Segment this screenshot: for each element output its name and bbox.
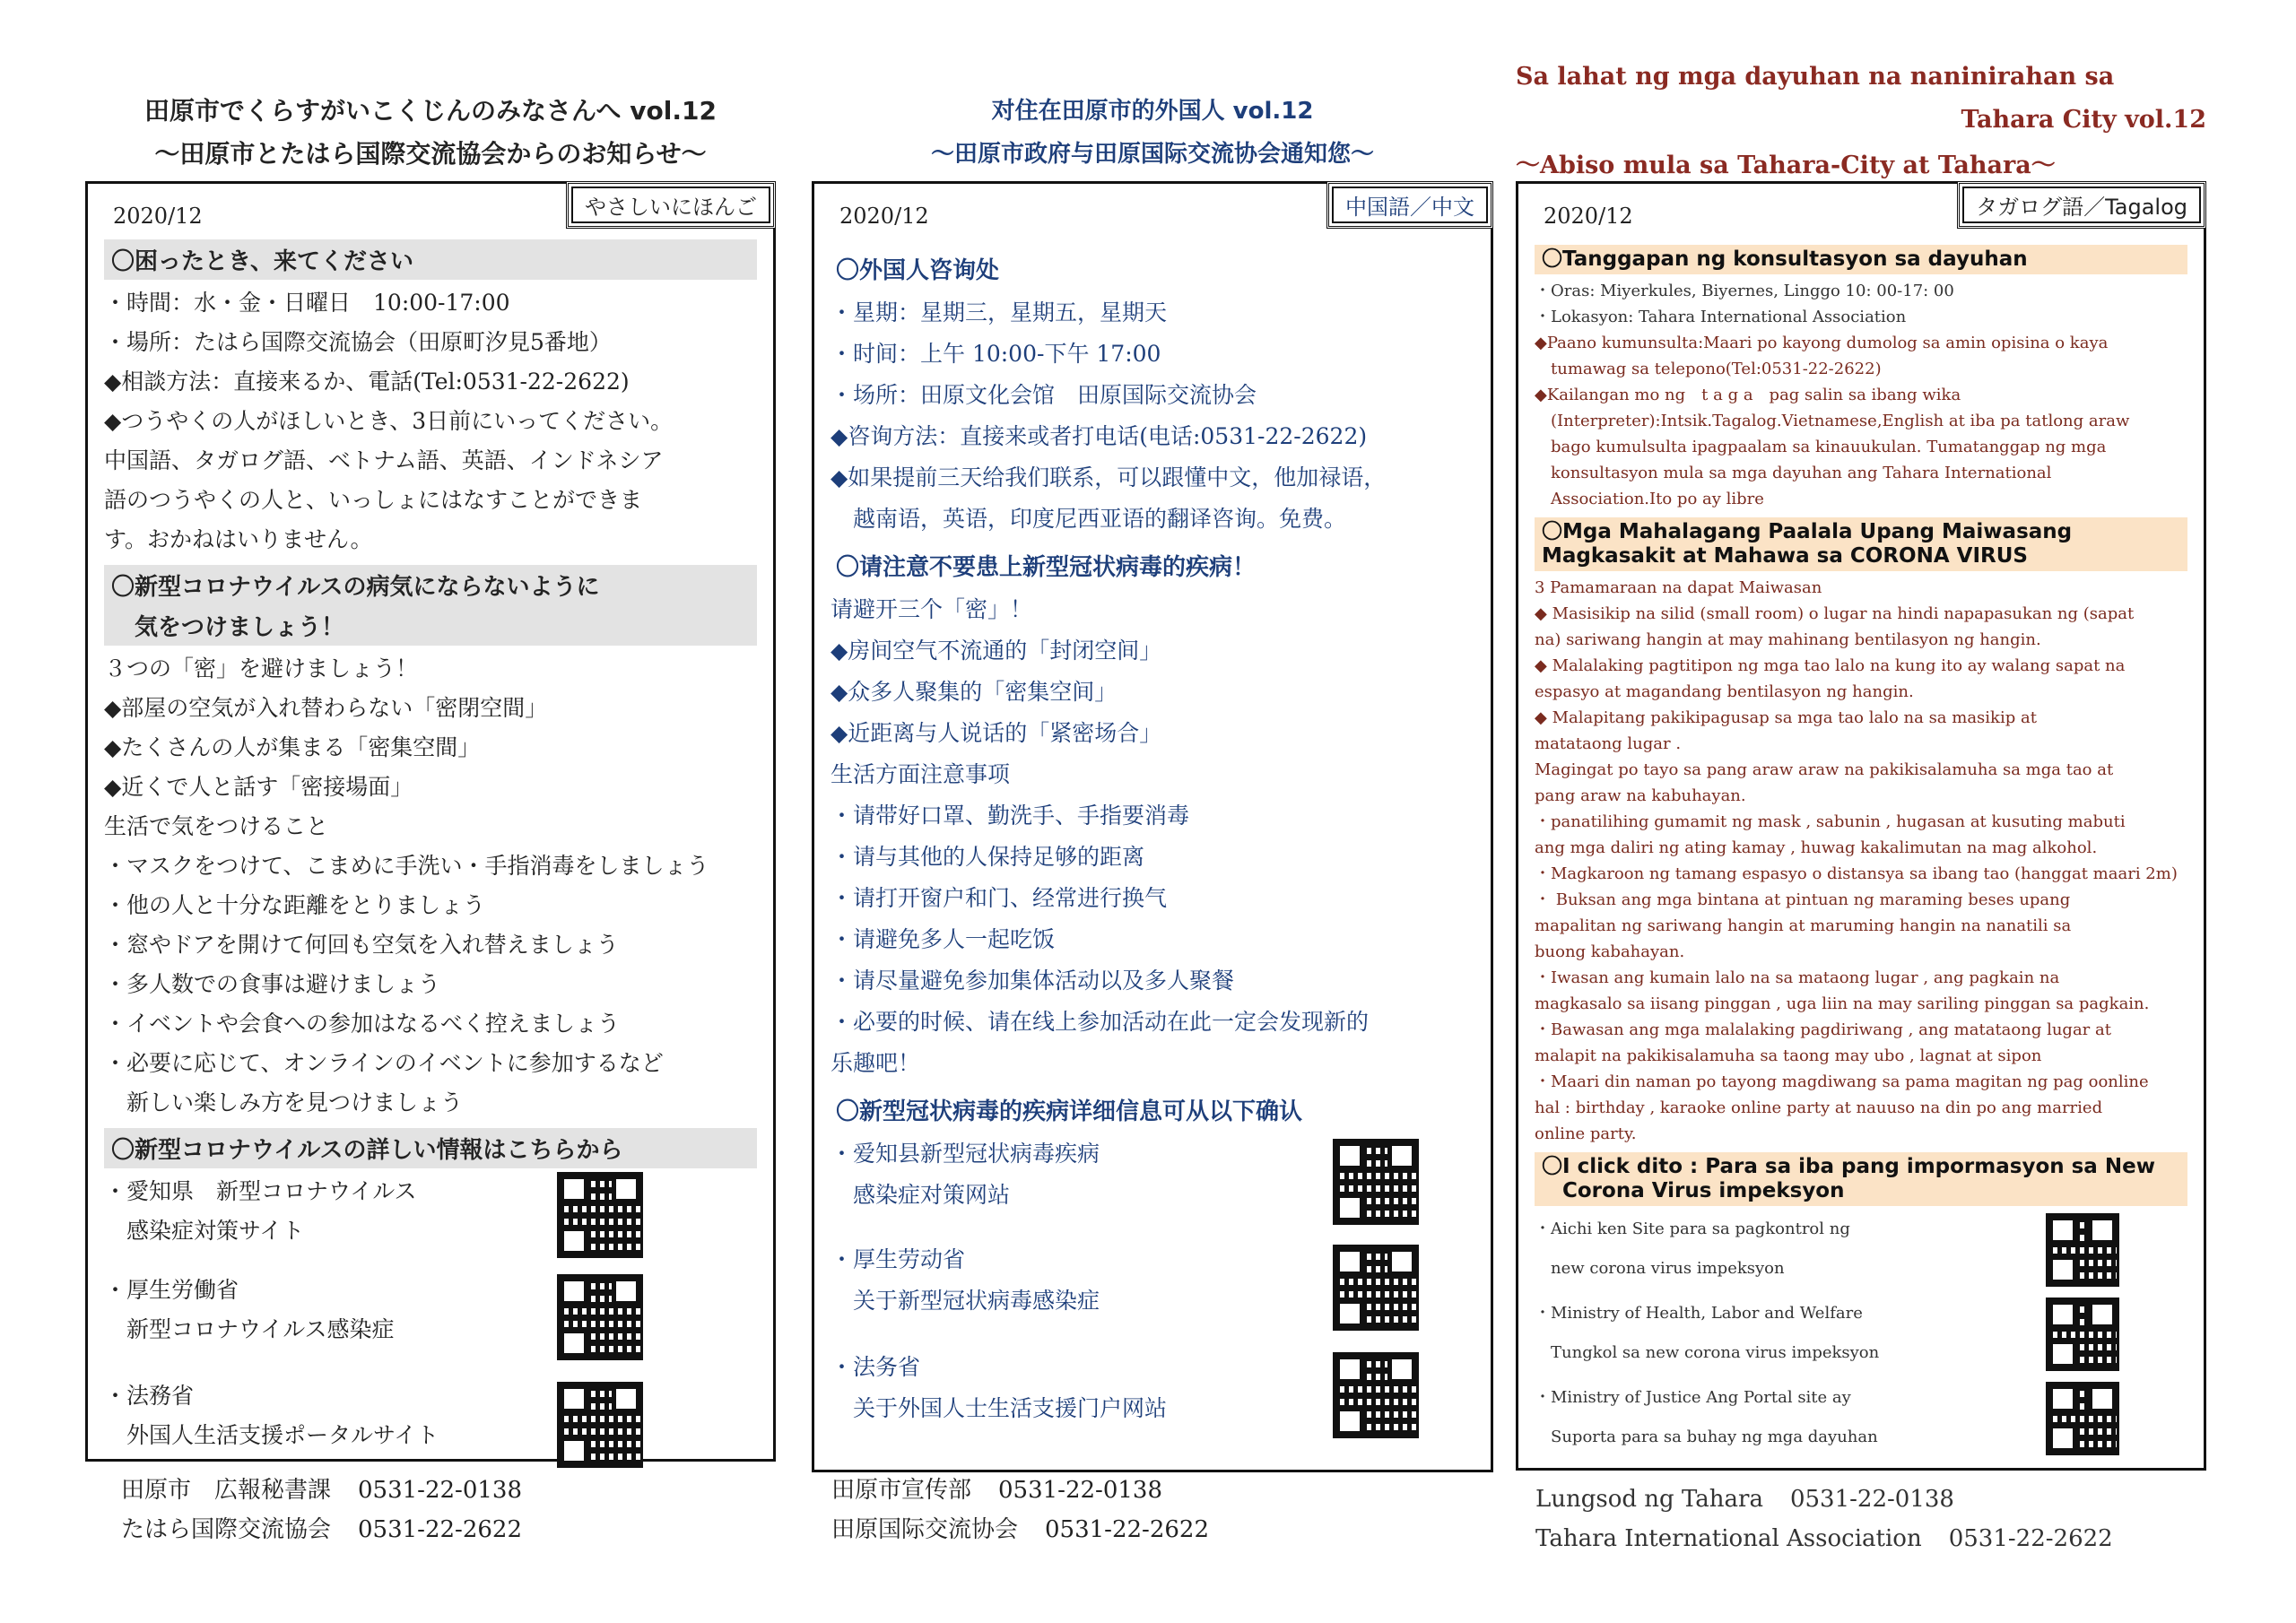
section-heading-consultation: 〇Tanggapan ng konsultasyon sa dayuhan (1535, 245, 2187, 274)
info-link-moj[interactable] (831, 1347, 1474, 1445)
text-line: ・请带好口罩、勤洗手、手指要消毒 (831, 803, 1190, 829)
text-line: ・请避免多人一起吃饭 (831, 926, 1056, 952)
footer-org: Lungsod ng Tahara (1535, 1486, 1763, 1513)
section-heading-covid-cont: 気をつけましょう！ (104, 605, 757, 646)
section-heading-covid-l2: Magkasakit at Mahawa sa CORONA VIRUS (1542, 544, 2028, 568)
text-line: espasyo at magandang bentilasyon ng hangin. (1535, 682, 1914, 701)
link-label: ・厚生労働省 (104, 1277, 239, 1303)
notice-box-zh (812, 181, 1493, 1472)
language-tag-tl: タガログ語／Tagalog (1957, 181, 2206, 229)
section-heading-covid (1535, 517, 2187, 571)
text-line: 中国語、タガログ語、ベトナム語、英語、インドネシア (104, 447, 664, 473)
text-line: online party. (1535, 1124, 1637, 1143)
text-line: ・Bawasan ang mga malalaking pagdiriwang , ang matataong lugar at (1535, 1020, 2111, 1039)
language-tag-zh: 中国語／中文 (1326, 181, 1493, 229)
text-line: ・Oras: Miyerkules, Biyernes, Linggo 10: 00-17: 00 (1535, 282, 1954, 300)
text-line: ・请尽量避免参加集体活动以及多人聚餐 (831, 968, 1235, 994)
footer-phone: 0531-22-0138 (1789, 1486, 1954, 1513)
text-line: ・マスクをつけて、こまめに手洗い・手指消毒をしましょう (104, 853, 709, 879)
link-label: ・法务省 (831, 1354, 921, 1380)
link-sublabel: 新型コロナウイルス感染症 (104, 1316, 395, 1342)
section-heading-covid-l1: 〇Mga Mahalagang Paalala Upang Maiwasang (1542, 520, 2073, 543)
text-line: ◆房间空气不流通的「封闭空间」 (831, 638, 1162, 664)
section-heading-links-l1: 〇I click dito : Para sa iba pang impormasyon sa New (1542, 1155, 2155, 1178)
info-link-aichi[interactable] (1535, 1210, 2187, 1294)
link-label: ・法務省 (104, 1383, 195, 1409)
footer-contacts-zh (831, 1471, 1209, 1549)
section-heading-info-links: 〇新型コロナウイルスの詳しい情報はこちらから (104, 1128, 757, 1168)
text-line: 生活方面注意事项 (831, 761, 1011, 787)
text-line: ・必要的时候、请在线上参加活动在此一定会发现新的 (831, 1009, 1370, 1035)
text-line: ・时间：上午 10:00-下午 17:00 (831, 341, 1161, 367)
text-line: ◆ Malalaking pagtitipon ng mga tao lalo na kung ito ay walang sapat na (1535, 656, 2126, 675)
text-line: ・時間：水・金・日曜日 10:00-17:00 (104, 290, 510, 316)
text-line: ◆ Malapitang pakikipagusap sa mga tao lalo na sa masikip at (1535, 708, 2037, 727)
text-line: ・イベントや会食への参加はなるべく控えましょう (104, 1011, 621, 1037)
text-line: mapalitan ng sariwang hangin at maruming hangin na nanatili sa (1535, 916, 2072, 935)
text-line: ・场所：田原文化会馆 田原国际交流协会 (831, 382, 1257, 408)
text-line: ・Iwasan ang kumain lalo na sa mataong lugar , ang pagkain na (1535, 968, 2060, 987)
text-line: buong kabahayan. (1535, 942, 1685, 961)
text-line: ・窓やドアを開けて何回も空気を入れ替えましょう (104, 932, 619, 958)
section-heading-links-l2: Corona Virus impeksyon (1542, 1179, 1845, 1202)
date-zh: 2020/12 (839, 204, 929, 229)
text-line: ◆众多人聚集的「密集空间」 (831, 679, 1118, 705)
text-line: ◆相談方法：直接来るか、電話(Tel:0531-22-2622) (104, 369, 630, 395)
text-line: Association.Ito po ay libre (1535, 490, 1764, 508)
notice-box-ja (85, 181, 776, 1462)
text-line: 新しい楽しみ方を見つけましょう (104, 1089, 464, 1115)
section-heading-consultation: 〇外国人咨询处 (836, 257, 1000, 284)
text-line: ◆咨询方法：直接来或者打电话(电话:0531-22-2622) (831, 423, 1368, 449)
text-line: Magingat po tayo sa pang araw araw na pakikisalamuha sa mga tao at (1535, 760, 2114, 779)
text-line: matataong lugar . (1535, 734, 1682, 753)
text-line: pang araw na kabuhayan. (1535, 786, 1746, 805)
text-line: ・多人数での食事は避けましょう (104, 971, 441, 997)
title-tl-line2: Tahara City vol.12 (1961, 106, 2206, 134)
qr-code-icon[interactable] (1333, 1245, 1419, 1331)
text-line: ◆近距离与人说话的「紧密场合」 (831, 720, 1162, 746)
title-tl-line3: ～Abiso mula sa Tahara-City at Tahara～ (1516, 152, 2056, 179)
text-line: 生活で気をつけること (104, 813, 329, 839)
text-line: ◆たくさんの人が集まる「密集空間」 (104, 734, 481, 760)
title-ja-line2: ～田原市とたはら国際交流協会からのお知らせ～ (154, 139, 707, 169)
text-line: malapit na pakikisalamuha sa taong may ubo , lagnat at sipon (1535, 1046, 2042, 1065)
link-label: ・爱知县新型冠状病毒疾病 (831, 1141, 1100, 1167)
qr-code-icon[interactable] (1333, 1139, 1419, 1225)
qr-code-icon[interactable] (1333, 1352, 1419, 1438)
footer-phone: 0531-22-0138 (358, 1477, 523, 1504)
title-tl-line1: Sa lahat ng mga dayuhan na naninirahan sa (1516, 63, 2115, 91)
section-heading-covid: 〇新型コロナウイルスの病気にならないように (104, 565, 757, 605)
section-heading-info-links (1535, 1152, 2187, 1206)
text-line: ◆つうやくの人がほしいとき、3日前にいってください。 (104, 408, 674, 434)
text-line: ３つの「密」を避けましょう！ (104, 655, 419, 681)
text-line: (Interpreter):Intsik.Tagalog.Vietnamese,English at iba pa tatlong araw (1535, 412, 2130, 430)
title-ja-line1: 田原市でくらすがいこくじんのみなさんへ vol.12 (144, 96, 717, 126)
link-sublabel: 感染症对策网站 (831, 1182, 1011, 1208)
qr-code-icon[interactable] (2046, 1213, 2119, 1287)
footer-phone: 0531-22-2622 (358, 1516, 523, 1543)
text-line: 越南语，英语，印度尼西亚语的翻译咨询。免费。 (831, 506, 1347, 532)
notice-box-tl (1516, 181, 2206, 1471)
qr-code-icon[interactable] (2046, 1298, 2119, 1371)
footer-org: たはら国際交流協会 (121, 1516, 332, 1543)
info-link-aichi[interactable] (831, 1133, 1474, 1239)
qr-code-icon[interactable] (557, 1382, 643, 1468)
text-line: bago kumulsulta ipagpaalam sa kinauukulan. Tumatanggap ng mga (1535, 438, 2107, 456)
text-line: ・Lokasyon: Tahara International Association (1535, 308, 1907, 326)
title-block-ja (85, 90, 776, 176)
footer-contacts-ja (121, 1471, 522, 1549)
text-line: ・请打开窗户和门、经常进行换气 (831, 885, 1168, 911)
section-heading-consultation: 〇困ったとき、来てください (104, 239, 757, 280)
text-line: ・必要に応じて、オンラインのイベントに参加するなど (104, 1050, 664, 1076)
text-line: ・Maari din naman po tayong magdiwang sa pama magitan ng pag oonline (1535, 1072, 2149, 1091)
text-line: ◆Kailangan mo ng t a g a pag salin sa ibang wika (1535, 386, 1961, 404)
text-line: 乐趣吧！ (831, 1050, 921, 1076)
link-sublabel: 外国人生活支援ポータルサイト (104, 1422, 439, 1448)
link-sublabel: 感染症対策サイト (104, 1218, 305, 1244)
link-label: ・厚生劳动省 (831, 1246, 966, 1272)
title-zh-line1: 对住在田原市的外国人 vol.12 (991, 98, 1314, 125)
section-heading-info-links: 〇新型冠状病毒的疾病详细信息可从以下确认 (836, 1098, 1303, 1125)
info-link-moj[interactable] (1535, 1378, 2187, 1462)
date-tl: 2020/12 (1544, 204, 1633, 229)
info-link-mhlw[interactable] (104, 1271, 757, 1376)
footer-org: 田原市 広報秘書課 (121, 1477, 332, 1504)
text-line: ◆Paano kumunsulta:Maari po kayong dumolog sa amin opisina o kaya (1535, 334, 2109, 352)
title-block-zh (812, 90, 1493, 176)
info-link-mhlw[interactable] (831, 1239, 1474, 1347)
text-line: konsultasyon mula sa mga dayuhan ang Tahara International (1535, 464, 2052, 482)
footer-contacts-tl (1535, 1480, 2113, 1558)
info-link-moj[interactable] (104, 1376, 757, 1475)
text-line: 語のつうやくの人と、いっしょにはなすことができま (104, 487, 643, 513)
text-line: ◆部屋の空気が入れ替わらない「密閉空間」 (104, 695, 548, 721)
qr-code-icon[interactable] (557, 1172, 643, 1258)
footer-org: 田原市宣传部 (831, 1477, 972, 1504)
text-line: 3 Pamamaraan na dapat Maiwasan (1535, 578, 1822, 597)
footer-org: Tahara International Association (1535, 1525, 1922, 1552)
link-label: ・Aichi ken Site para sa pagkontrol ng (1535, 1219, 1850, 1238)
info-link-mhlw[interactable] (1535, 1294, 2187, 1378)
text-line: tumawag sa telepono(Tel:0531-22-2622) (1535, 360, 1882, 378)
text-line: ・panatilihing gumamit ng mask , sabunin , hugasan at kusuting mabuti (1535, 812, 2126, 831)
text-line: ・请与其他的人保持足够的距离 (831, 844, 1145, 870)
info-link-aichi[interactable] (104, 1172, 757, 1271)
link-label: ・Ministry of Justice Ang Portal site ay (1535, 1388, 1851, 1407)
title-zh-line2: ～田原市政府与田原国际交流协会通知您～ (930, 141, 1374, 168)
text-line: す。おかねはいりません。 (104, 526, 373, 552)
link-sublabel: 关于外国人士生活支援门户网站 (831, 1395, 1168, 1421)
link-sublabel: Tungkol sa new corona virus impeksyon (1535, 1343, 1880, 1362)
text-line: ang mga daliri ng ating kamay , huwag kakalimutan na mag alkohol. (1535, 838, 2098, 857)
footer-org: 田原国际交流协会 (831, 1516, 1019, 1543)
text-line: ◆近くで人と話す「密接場面」 (104, 774, 413, 800)
text-line: 请避开三个「密」！ (831, 596, 1033, 622)
text-line: ◆如果提前三天给我们联系，可以跟懂中文，他加禄语， (831, 464, 1387, 490)
link-sublabel: 关于新型冠状病毒感染症 (831, 1288, 1100, 1314)
link-label: ・愛知県 新型コロナウイルス (104, 1178, 417, 1204)
text-line: na) sariwang hangin at may mahinang bentilasyon ng hangin. (1535, 630, 2041, 649)
qr-code-icon[interactable] (2046, 1382, 2119, 1455)
link-sublabel: new corona virus impeksyon (1535, 1259, 1785, 1278)
language-tag-ja: やさしいにほんご (566, 181, 776, 229)
text-line: ◆ Masisikip na silid (small room) o lugar na hindi napapasukan ng (sapat (1535, 604, 2135, 623)
footer-phone: 0531-22-2622 (1948, 1525, 2113, 1552)
qr-code-icon[interactable] (557, 1274, 643, 1360)
text-line: ・Magkaroon ng tamang espasyo o distansya sa ibang tao (hanggat maari 2m) (1535, 864, 2178, 883)
link-label: ・Ministry of Health, Labor and Welfare (1535, 1304, 1863, 1323)
text-line: ・星期：星期三，星期五，星期天 (831, 299, 1168, 325)
date-ja: 2020/12 (113, 204, 203, 229)
text-line: ・他の人と十分な距離をとりましょう (104, 892, 486, 918)
link-sublabel: Suporta para sa buhay ng mga dayuhan (1535, 1428, 1878, 1446)
footer-phone: 0531-22-2622 (1045, 1516, 1210, 1543)
section-heading-covid: 〇请注意不要患上新型冠状病毒的疾病！ (836, 554, 1257, 581)
text-line: hal : birthday , karaoke online party at nauuso na din po ang married (1535, 1098, 2103, 1117)
text-line: magkasalo sa iisang pinggan , uga liin na may sariling pinggan sa pagkain. (1535, 994, 2150, 1013)
footer-phone: 0531-22-0138 (998, 1477, 1163, 1504)
text-line: ・ Buksan ang mga bintana at pintuan ng maraming beses upang (1535, 890, 2071, 909)
text-line: ・場所：たはら国際交流協会（田原町汐見5番地） (104, 329, 612, 355)
